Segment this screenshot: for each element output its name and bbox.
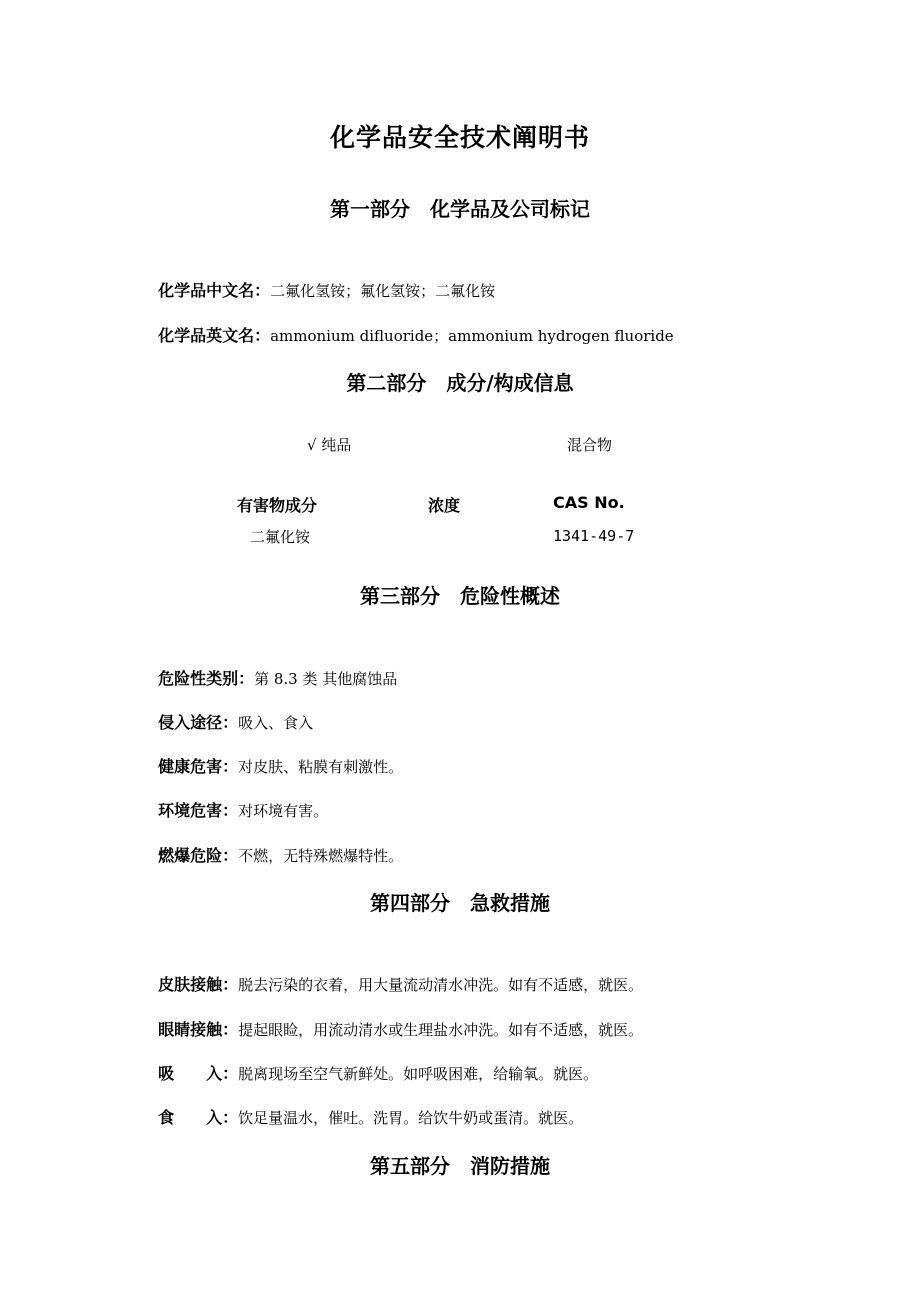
table-header-cas: CAS No.: [553, 493, 625, 512]
part4-heading: 第四部分 急救措施: [370, 891, 550, 915]
table-header-component: 有害物成分: [237, 496, 318, 515]
inhalation-value: 脱离现场至空气新鲜处。如呼吸困难，给输氧。就医。: [238, 1065, 599, 1083]
table-cell-component: 二氟化铵: [250, 528, 311, 546]
health-hazard-value: 对皮肤、粘膜有刺激性。: [238, 758, 404, 776]
option-pure: √ 纯品: [307, 436, 352, 454]
fire-explosion-label: 燃爆危险：: [158, 846, 239, 865]
english-name-field: [139, 305, 674, 364]
hazard-class-label: 危险性类别：: [158, 669, 255, 688]
eye-contact-label: 眼睛接触：: [158, 1020, 239, 1039]
chinese-name-value: 二氟化氢铵；氟化氢铵；二氟化铵: [270, 282, 496, 300]
english-name-value: ammonium difluoride；ammonium hydrogen fluoride: [270, 327, 674, 345]
part1-heading: 第一部分 化学品及公司标记: [330, 197, 590, 221]
table-header-concentration: 浓度: [428, 496, 461, 515]
ingestion-label: 食 入：: [158, 1108, 239, 1127]
english-name-label: 化学品英文名：: [158, 326, 271, 345]
eye-contact-value: 提起眼睑，用流动清水或生理盐水冲洗。如有不适感，就医。: [238, 1021, 644, 1039]
part5-heading: 第五部分 消防措施: [370, 1154, 550, 1178]
skin-contact-value: 脱去污染的衣着，用大量流动清水冲洗。如有不适感，就医。: [238, 976, 644, 994]
exposure-route-label: 侵入途径：: [158, 713, 239, 732]
ingestion-value: 饮足量温水，催吐。洗胃。给饮牛奶或蛋清。就医。: [238, 1109, 584, 1127]
part2-heading: 第二部分 成分/构成信息: [346, 371, 574, 395]
table-cell-cas: 1341-49-7: [553, 527, 635, 545]
ingestion-field: [139, 1087, 583, 1146]
health-hazard-label: 健康危害：: [158, 757, 239, 776]
document-title: 化学品安全技术阐明书: [329, 123, 590, 152]
fire-explosion-field: [139, 825, 403, 884]
option-mixture: 混合物: [567, 436, 613, 454]
skin-contact-label: 皮肤接触：: [158, 975, 239, 994]
fire-explosion-value: 不燃，无特殊燃爆特性。: [238, 847, 404, 865]
chinese-name-label: 化学品中文名：: [158, 281, 271, 300]
part3-heading: 第三部分 危险性概述: [360, 584, 560, 608]
environment-hazard-value: 对环境有害。: [238, 802, 329, 820]
exposure-route-value: 吸入、食入: [238, 714, 314, 732]
hazard-class-value: 第 8.3 类 其他腐蚀品: [254, 670, 398, 688]
inhalation-label: 吸 入：: [158, 1064, 239, 1083]
environment-hazard-label: 环境危害：: [158, 801, 239, 820]
